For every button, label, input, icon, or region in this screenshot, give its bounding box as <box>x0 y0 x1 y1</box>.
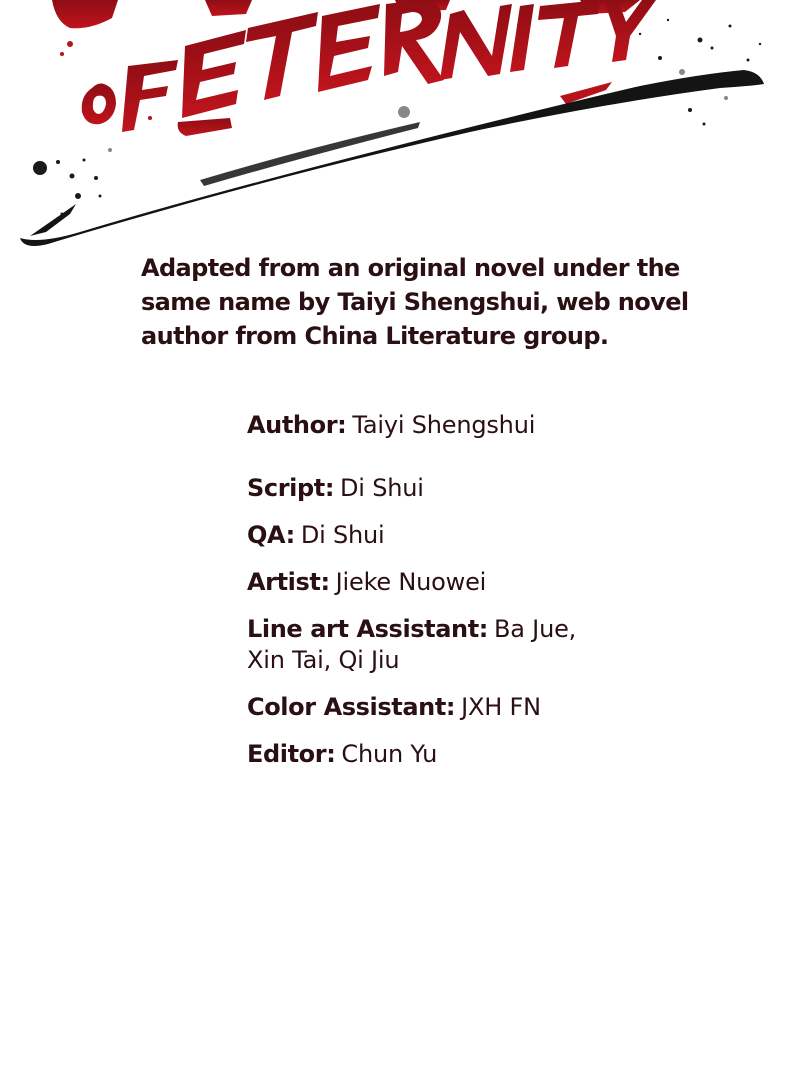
credit-script <box>247 473 707 504</box>
intro-text: Adapted from an original novel under the same name by Taiyi Shengshui, web novel author from China Literature group. <box>141 254 689 350</box>
credit-separator: : <box>324 474 335 502</box>
credit-line-art-value: Ba Jue, <box>493 615 577 643</box>
credit-line-art <box>247 614 707 645</box>
credit-separator: : <box>326 740 336 768</box>
credit-separator: : <box>445 693 456 721</box>
credit-separator: : <box>478 615 488 643</box>
credit-qa-label: QA <box>247 521 286 549</box>
credit-editor <box>247 739 707 770</box>
credit-author <box>247 410 707 441</box>
credit-script-value: Di Shui <box>340 474 424 502</box>
credit-script-label: Script <box>247 474 325 502</box>
credit-editor-value: Chun Yu <box>341 740 438 768</box>
credit-editor-label: Editor <box>247 740 327 768</box>
credit-separator: : <box>320 568 330 596</box>
credit-qa <box>247 520 707 551</box>
credit-artist <box>247 567 707 598</box>
credit-separator: : <box>285 521 295 549</box>
credit-author-label: Author <box>247 411 338 439</box>
credit-line-art-label: Line art Assistant <box>247 615 479 643</box>
credit-artist-label: Artist <box>247 568 321 596</box>
credit-qa-value: Di Shui <box>300 521 385 549</box>
credit-author-value: Taiyi Shengshui <box>352 411 536 439</box>
credit-color-label: Color Assistant <box>247 693 446 721</box>
credit-line-art-continued <box>247 645 707 676</box>
credit-color-value: JXH FN <box>461 693 541 721</box>
title-logo <box>0 0 800 260</box>
credit-line-art-value-cont: Xin Tai, Qi Jiu <box>247 646 400 674</box>
credit-color <box>247 692 707 723</box>
credit-artist-value: Jieke Nuowei <box>335 568 487 596</box>
credit-separator: : <box>337 411 347 439</box>
